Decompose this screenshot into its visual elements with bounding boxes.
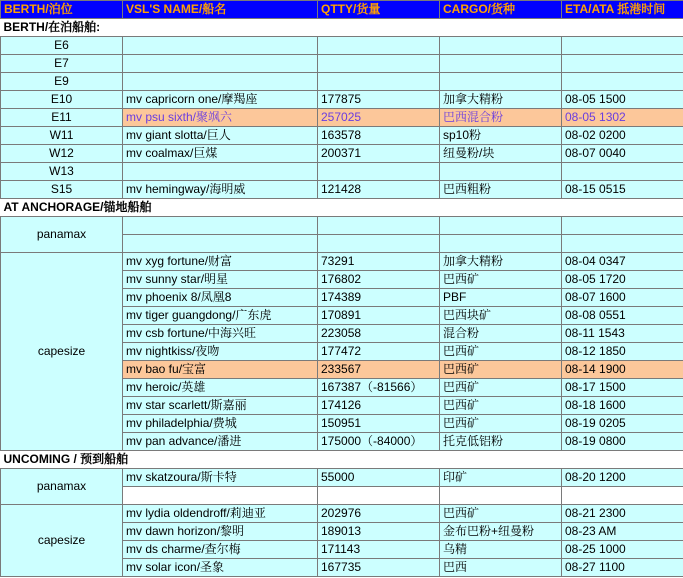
vessel-cell[interactable] [123, 37, 318, 55]
cargo-cell[interactable]: 巴西矿 [440, 343, 562, 361]
vessel-cell[interactable] [123, 217, 318, 235]
vessel-cell[interactable]: mv capricorn one/摩羯座 [123, 91, 318, 109]
vessel-cell[interactable]: mv dawn horizon/黎明 [123, 523, 318, 541]
eta-cell[interactable] [562, 55, 683, 73]
vessel-cell[interactable]: mv psu sixth/聚飒六 [123, 109, 318, 127]
table-row [1, 181, 683, 199]
eta-cell[interactable]: 08-04 0347 [562, 253, 683, 271]
qtty-cell[interactable]: 223058 [318, 325, 440, 343]
vessel-cell[interactable]: mv giant slotta/巨人 [123, 127, 318, 145]
cargo-cell[interactable]: 加拿大精粉 [440, 91, 562, 109]
cargo-cell[interactable] [440, 163, 562, 181]
table-row [1, 37, 683, 55]
cargo-cell[interactable]: 巴西矿 [440, 271, 562, 289]
capesize-group-cell[interactable]: capesize [1, 505, 123, 577]
qtty-cell[interactable]: 170891 [318, 307, 440, 325]
eta-cell[interactable]: 08-17 1500 [562, 379, 683, 397]
vessel-cell[interactable] [123, 487, 318, 505]
qtty-cell[interactable] [318, 37, 440, 55]
header-eta[interactable]: ETA/ATA 抵港时间 [562, 1, 683, 19]
eta-cell[interactable]: 08-21 2300 [562, 505, 683, 523]
cargo-cell[interactable]: 巴西矿 [440, 379, 562, 397]
eta-cell[interactable]: 08-05 1500 [562, 91, 683, 109]
vessel-cell[interactable]: mv sunny star/明星 [123, 271, 318, 289]
vessel-cell[interactable]: mv lydia oldendroff/莉迪亚 [123, 505, 318, 523]
qtty-cell[interactable]: 176802 [318, 271, 440, 289]
vessel-cell[interactable]: mv ds charme/查尔梅 [123, 541, 318, 559]
qtty-cell[interactable]: 177472 [318, 343, 440, 361]
table-row [1, 163, 683, 181]
table-row [1, 91, 683, 109]
qtty-cell[interactable]: 73291 [318, 253, 440, 271]
eta-cell[interactable]: 08-19 0800 [562, 433, 683, 451]
qtty-cell[interactable]: 233567 [318, 361, 440, 379]
cargo-cell[interactable]: 巴西块矿 [440, 307, 562, 325]
eta-cell[interactable]: 08-02 0200 [562, 127, 683, 145]
table-row [1, 73, 683, 91]
eta-cell[interactable]: 08-20 1200 [562, 469, 683, 487]
cargo-cell[interactable]: PBF [440, 289, 562, 307]
berth-cell[interactable]: E6 [1, 37, 123, 55]
qtty-cell[interactable]: 200371 [318, 145, 440, 163]
cargo-cell[interactable]: 巴西矿 [440, 415, 562, 433]
cargo-cell[interactable]: 巴西矿 [440, 505, 562, 523]
vessel-cell[interactable] [123, 235, 318, 253]
table-row-highlighted [1, 109, 683, 127]
section-upcoming [1, 451, 683, 469]
cargo-cell[interactable]: 印矿 [440, 469, 562, 487]
eta-cell[interactable]: 08-12 1850 [562, 343, 683, 361]
qtty-cell[interactable] [318, 235, 440, 253]
qtty-cell[interactable]: 177875 [318, 91, 440, 109]
vessel-cell[interactable]: mv nightkiss/夜吻 [123, 343, 318, 361]
berth-cell[interactable]: E10 [1, 91, 123, 109]
cargo-cell[interactable]: 乌精 [440, 541, 562, 559]
cargo-cell[interactable] [440, 235, 562, 253]
qtty-cell[interactable]: 189013 [318, 523, 440, 541]
eta-cell[interactable]: 08-15 0515 [562, 181, 683, 199]
qtty-cell[interactable]: 174389 [318, 289, 440, 307]
qtty-cell[interactable]: 202976 [318, 505, 440, 523]
table-row [1, 253, 683, 271]
vessel-cell[interactable]: mv heroic/英雄 [123, 379, 318, 397]
section-title[interactable]: AT ANCHORAGE/锚地船舶 [1, 199, 683, 217]
vessel-cell[interactable]: mv tiger guangdong/广东虎 [123, 307, 318, 325]
eta-cell[interactable] [562, 73, 683, 91]
vessel-cell[interactable]: mv solar icon/圣象 [123, 559, 318, 577]
cargo-cell[interactable] [440, 55, 562, 73]
vessel-cell[interactable]: mv star scarlett/斯嘉丽 [123, 397, 318, 415]
vessel-cell[interactable]: mv bao fu/宝富 [123, 361, 318, 379]
qtty-cell[interactable]: 121428 [318, 181, 440, 199]
header-berth[interactable]: BERTH/泊位 [1, 1, 123, 19]
berth-cell[interactable]: S15 [1, 181, 123, 199]
qtty-cell[interactable]: 167387（-81566） [318, 379, 440, 397]
capesize-group-cell[interactable]: capesize [1, 253, 123, 451]
cargo-cell[interactable]: 金布巴粉+纽曼粉 [440, 523, 562, 541]
qtty-cell[interactable] [318, 163, 440, 181]
berth-cell[interactable]: E9 [1, 73, 123, 91]
cargo-cell[interactable] [440, 217, 562, 235]
cargo-cell[interactable] [440, 487, 562, 505]
cargo-cell[interactable] [440, 73, 562, 91]
cargo-cell[interactable]: 巴西矿 [440, 361, 562, 379]
header-cargo[interactable]: CARGO/货种 [440, 1, 562, 19]
qtty-cell[interactable] [318, 55, 440, 73]
table-row [1, 127, 683, 145]
header-row [1, 1, 683, 19]
qtty-cell[interactable]: 257025 [318, 109, 440, 127]
header-vessel[interactable]: VSL'S NAME/船名 [123, 1, 318, 19]
eta-cell[interactable]: 08-27 1100 [562, 559, 683, 577]
qtty-cell[interactable] [318, 217, 440, 235]
vessel-cell[interactable]: mv coalmax/巨煤 [123, 145, 318, 163]
qtty-cell[interactable]: 171143 [318, 541, 440, 559]
eta-cell[interactable]: 08-08 0551 [562, 307, 683, 325]
section-title[interactable]: BERTH/在泊船舶: [1, 19, 683, 37]
vessel-cell[interactable]: mv philadelphia/费城 [123, 415, 318, 433]
vessel-cell[interactable]: mv pan advance/潘进 [123, 433, 318, 451]
vessel-cell[interactable]: mv xyg fortune/财富 [123, 253, 318, 271]
vessel-cell[interactable]: mv phoenix 8/凤凰8 [123, 289, 318, 307]
qtty-cell[interactable]: 150951 [318, 415, 440, 433]
eta-cell[interactable] [562, 217, 683, 235]
berth-cell[interactable]: E7 [1, 55, 123, 73]
cargo-cell[interactable]: sp10粉 [440, 127, 562, 145]
eta-cell[interactable]: 08-05 1302 [562, 109, 683, 127]
cargo-cell[interactable]: 巴西 [440, 559, 562, 577]
eta-cell[interactable]: 08-25 1000 [562, 541, 683, 559]
eta-cell[interactable]: 08-07 1600 [562, 289, 683, 307]
table-row [1, 217, 683, 235]
berth-cell[interactable]: W12 [1, 145, 123, 163]
section-anchorage [1, 199, 683, 217]
cargo-cell[interactable]: 加拿大精粉 [440, 253, 562, 271]
vessel-cell[interactable]: mv hemingway/海明威 [123, 181, 318, 199]
eta-cell[interactable]: 08-07 0040 [562, 145, 683, 163]
qtty-cell[interactable] [318, 487, 440, 505]
vessel-cell[interactable]: mv csb fortune/中海兴旺 [123, 325, 318, 343]
table-row [1, 469, 683, 487]
vessel-cell[interactable] [123, 55, 318, 73]
cargo-cell[interactable] [440, 37, 562, 55]
header-qtty[interactable]: QTTY/货量 [318, 1, 440, 19]
eta-cell[interactable]: 08-05 1720 [562, 271, 683, 289]
berth-cell[interactable]: E11 [1, 109, 123, 127]
vessel-cell[interactable] [123, 163, 318, 181]
qtty-cell[interactable] [318, 73, 440, 91]
cargo-cell[interactable]: 托克低铝粉 [440, 433, 562, 451]
cargo-cell[interactable]: 巴西矿 [440, 397, 562, 415]
table-row [1, 55, 683, 73]
cargo-cell[interactable]: 纽曼粉/块 [440, 145, 562, 163]
eta-cell[interactable] [562, 37, 683, 55]
section-berth [1, 19, 683, 37]
cargo-cell[interactable]: 巴西混合粉 [440, 109, 562, 127]
table-row [1, 505, 683, 523]
eta-cell[interactable] [562, 487, 683, 505]
berth-cell[interactable]: W13 [1, 163, 123, 181]
qtty-cell[interactable]: 55000 [318, 469, 440, 487]
eta-cell[interactable]: 08-23 AM [562, 523, 683, 541]
vessel-cell[interactable] [123, 73, 318, 91]
eta-cell[interactable]: 08-19 0205 [562, 415, 683, 433]
panamax-group-cell[interactable]: panamax [1, 469, 123, 505]
panamax-group-cell[interactable]: panamax [1, 217, 123, 253]
qtty-cell[interactable]: 174126 [318, 397, 440, 415]
berth-cell[interactable]: W11 [1, 127, 123, 145]
eta-cell[interactable]: 08-11 1543 [562, 325, 683, 343]
eta-cell[interactable] [562, 163, 683, 181]
qtty-cell[interactable]: 167735 [318, 559, 440, 577]
section-title[interactable]: UNCOMING / 预到船舶 [1, 451, 683, 469]
cargo-cell[interactable]: 巴西粗粉 [440, 181, 562, 199]
eta-cell[interactable]: 08-18 1600 [562, 397, 683, 415]
qtty-cell[interactable]: 175000（-84000） [318, 433, 440, 451]
vessel-cell[interactable]: mv skatzoura/斯卡特 [123, 469, 318, 487]
eta-cell[interactable] [562, 235, 683, 253]
table-row [1, 145, 683, 163]
eta-cell[interactable]: 08-14 1900 [562, 361, 683, 379]
cargo-cell[interactable]: 混合粉 [440, 325, 562, 343]
qtty-cell[interactable]: 163578 [318, 127, 440, 145]
